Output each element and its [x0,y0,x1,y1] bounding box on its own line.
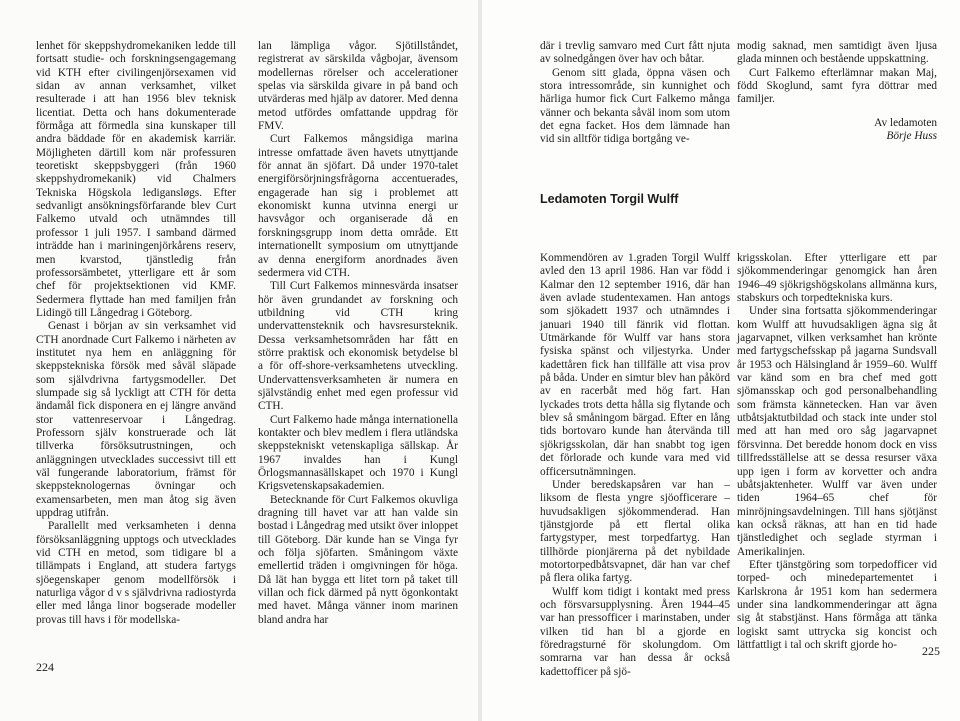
paragraph: Till Curt Falkemos minnesvärda insatser hör även grundandet av forskning och utbildning vid CTH kring undervattensteknik och havsresursteknik. Dessa verksamhetsområden har fått en större praktisk och ekonomisk betydelse bl a för off-shore-verksamhetens utveckling. Undervattensverksamheten är numera en självständig enhet med egen professur vid CTH. [258,280,458,413]
right-column-2-bottom [737,252,937,652]
paragraph: Kommendören av 1.graden Torgil Wulff avled den 13 april 1986. Han var född i Kalmar den 12 september 1916, där han även avlade studentexamen. Han antogs som sjökadett 1937 och utnämndes i januari 1940 till fänrik vid flottan. Utmärkande för Wulff var hans stora fysiska spänst och viljestyrka. Under kadettåren fick han tillfälle att visa prov på båda. Under en simtur blev han påkörd av en racerbåt med hög fart. Han lyckades trots detta hålla sig flytande och blev så småningom bärgad. Efter en lång tids bortovaro kunde han återvända till sjökrigsskolan, där han snabbt tog igen det förlorade och kunde vara med vid officersutnämningen. [540,252,730,478]
article-heading: Ledamoten Torgil Wulff [540,192,679,206]
signature [737,117,937,144]
page-number: 224 [36,660,54,674]
right-column-2-top [737,40,937,143]
left-column-1 [36,40,236,627]
paragraph: Betecknande för Curt Falkemos okuvliga dragning till havet var att han valde sin bostad i Långedrag med utsikt över inloppet till Göteborg. Där kunde han se Vinga fyr och följa sjöfarten. Småningom växte emellertid träden i omgivningen för höga. Då lät han bygga ett litet torn på taket till villan och fick därmed på nytt ögonkontakt med havet. Många vänner inom marinen bland andra har [258,493,458,626]
paragraph: modig saknad, men samtidigt även ljusa glada minnen och bestående uppskattning. [737,40,937,66]
signature-prefix: Av ledamoten [874,116,937,129]
right-column-1-top [540,40,730,147]
paragraph: Under beredskapsåren var han – liksom de flesta yngre sjöofficerare – huvudsakligen sjökommenderad. Han tjänstgjorde på ett flertal olika fartygstyper, mest torpedfartyg. Han tillhörde pionjärerna på det nybildade motortorpedbåtsvapnet, där han var chef på flera olika fartyg. [540,478,730,585]
paragraph: Wulff kom tidigt i kontakt med press och försvarsupplysning. Åren 1944–45 var han pressofficer i marinstaben, under vilken tid han bl a gjorde en föredragsturné för skolungdom. Om somrarna var han dessa år också kadettofficer på sjö- [540,585,730,678]
paragraph: Efter tjänstgöring som torpedofficer vid torped- och minedepartementet i Karlskrona år 1951 kom han sedermera under sina landkommenderingar att ägna sig åt stabstjänst. Hans förmåga att tänka logiskt samt uttrycka sig koncist och lättfattligt i tal och skrift gjorde ho- [737,558,937,651]
paragraph: Curt Falkemo efterlämnar makan Maj, född Skoglund, samt fyra döttrar med familjer. [737,66,937,106]
left-page [0,0,478,721]
paragraph: Parallellt med verksamheten i denna försöksanläggning upptogs och utvecklades vid CTH en metod, som tidigare bl a tillämpats i England, att studera fartygs sjöegenskaper genom modellförsök i naturliga vågor d v s självdrivna radiostyrda eller med långa linor bogserade modeller provas till havs i för modellska- [36,520,236,626]
paragraph: Under sina fortsatta sjökommenderingar kom Wulff att huvudsakligen ägna sig åt jagarvapnet, vilken verksamhet han krönte med fartygschefsskap på jagarna Sundsvall år 1953 och Hälsingland år 1959–60. Wulff var känd som en bra chef med gott sjömansskap och god personalbehandling som främsta kännetecken. Han var även utbåtsjaktutbildad och stack inte under stol med att han med oro såg jagarvapnet försvinna. Det beredde honom dock en viss tillfredsställelse att se dessa resurser växa upp igen i form av korvetter och andra ubåtsjaktenheter. Wulff var även under tiden 1964–65 chef för minröjningsavdelningen. Till hans sjötjänst kan också räknas, att han en tid hade tjänstledighet och seglade styrman i Amerikalinjen. [737,305,937,558]
paragraph: Curt Falkemo hade många internationella kontakter och blev medlem i flera utländska skeppstekniskt vetenskapliga sällskap. År 1967 invaldes han i Kungl Örlogsmannasällskapet och 1970 i Kungl Krigsvetenskapsakademien. [258,413,458,493]
paragraph: där i trevlig samvaro med Curt fått njuta av solnedgången över hav och båtar. [540,40,730,66]
paragraph: krigsskolan. Efter ytterligare ett par sjökommenderingar genomgick han åren 1946–49 sjökrigshögskolans allmänna kurs, stabskurs och torpedtekniska kurs. [737,252,937,305]
signature-name: Börje Huss [886,130,937,143]
page-number: 225 [922,644,940,658]
paragraph: lenhet för skeppshydromekaniken ledde till fortsatt studie- och forskningsengagemang vid KTH efter civilingenjörsexamen vid sidan av annan verksamhet, vilket resulterade i att han 1956 blev teknisk licentiat. Detta och hans dokumenterade förmåga att förmedla sina kunskaper till andra bäddade för en akademisk karriär. Möjligheten därtill kom när professuren teoretiskt skeppsbyggeri (från 1960 skeppshydromekanik) vid Chalmers Tekniska Högskola ledigansløgs. Efter sedvanligt ansökningsförfarande blev Curt Falkemo utvald och utnämndes till professor 1 juli 1957. I samband därmed inträdde han i mariningenjörkårens reserv, men kvarstod, tjänstledig från professorsämbetet, ytterligare ett år som chef för projektsektionen vid KMF. Sedermera flyttade han med familjen från Lidingö till Långedrag i Göteborg. [36,40,236,319]
paragraph: Curt Falkemos mångsidiga marina intresse omfattade även havets utnyttjande för annat än sjöfart. Då under 1970-talet energiförsörjningsfrågorna accentuerades, engagerade han sig i problemet att ekonomiskt kunna utvinna energi ur havsvågor och organiserade då en forskningsgrupp inom detta område. Ett internationellt symposium om utnyttjande av denna energiform anordnades även sedermera vid CTH. [258,133,458,279]
paragraph: Genom sitt glada, öppna väsen och stora intressområde, sin kunnighet och härliga humor fick Curt Falkemo många vänner och bekanta såväl inom som utom det egna facket. Hos dem lämnade han vid sin alltför tidiga bortgång ve- [540,66,730,146]
paragraph: lan lämpliga vågor. Sjötillståndet, registrerat av särskilda vågbojar, ävensom modellernas rörelser och accelerationer spelas via särskilda givare in på band och utvärderas med hjälp av datorer. Med denna metod utfördes omfattande uppdrag för FMV. [258,40,458,133]
right-column-1-bottom [540,252,730,679]
paragraph: Genast i början av sin verksamhet vid CTH anordnade Curt Falkemo i närheten av institutet nya hem en anläggning för skeppstekniska försök med såväl släpade som självdrivna fartygsmodeller. Det slumpade sig så lyckligt att CTH för detta ändamål fick disponera en ej längre använd stor vattenreservoar i Långedrag. Professorn själv konstruerade och lät tillverka försöksutrustningen, och anläggningen utvecklades successivt till ett väl fungerande laboratorium, främst för skeppsteknologernas övningar och examensarbeten, men man åtog sig även uppdrag utifrån. [36,320,236,520]
left-column-2 [258,40,458,627]
